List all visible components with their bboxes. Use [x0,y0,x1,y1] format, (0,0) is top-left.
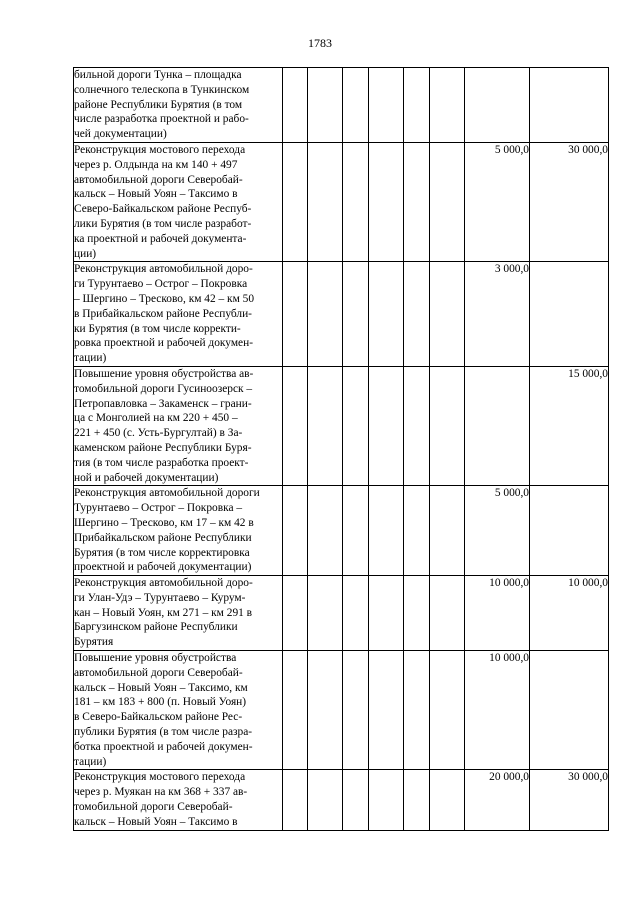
amount-cell: 20 000,0 [465,770,530,830]
description-line: автомобильной дороги Северобай- [74,173,243,186]
amount-cell [369,770,404,830]
description-line: кальск – Новый Уоян – Таксимо в [74,815,238,828]
project-description-cell [74,651,283,770]
budget-table [73,67,609,831]
amount-cell [283,68,308,143]
table-row [74,576,609,651]
amount-cell [343,142,369,261]
amount-cell [530,68,609,143]
amount-cell [343,770,369,830]
amount-cell [404,651,430,770]
amount-cell [283,486,308,576]
amount-cell [308,486,343,576]
amount-cell [369,366,404,485]
amount-cell [404,262,430,367]
table-row [74,770,609,830]
description-line: Реконструкция автомобильной дороги [74,487,260,500]
description-line: Турунтаево – Острог – Покровка – [74,502,243,515]
description-line: Баргузинском районе Республики [74,621,238,634]
project-description-cell [74,576,283,651]
description-line: тия (в том числе разработка проект- [74,456,249,469]
description-line: 181 – км 183 + 800 (п. Новый Уоян) [74,696,247,709]
description-line: кальск – Новый Уоян – Таксимо в [74,188,238,201]
description-line: тации) [74,352,107,365]
table-row [74,651,609,770]
description-line: через р. Муякан на км 368 + 337 ав- [74,786,248,799]
amount-cell [308,651,343,770]
amount-cell [369,486,404,576]
amount-cell [369,262,404,367]
amount-cell [530,486,609,576]
amount-cell [465,366,530,485]
description-line: ца с Монголией на км 220 + 450 – [74,412,238,425]
description-line: ка проектной и рабочей документа- [74,232,247,245]
amount-cell [530,651,609,770]
description-line: томобильной дороги Северобай- [74,801,233,814]
description-line: Шергино – Тресково, км 17 – км 42 в [74,516,254,529]
amount-cell [369,576,404,651]
description-line: проектной и рабочей документации) [74,561,252,574]
amount-cell [404,366,430,485]
description-line: – Шергино – Тресково, км 42 – км 50 [74,292,255,305]
description-line: числе разработка проектной и рабо- [74,113,249,126]
description-line: Повышение уровня обустройства [74,652,237,665]
description-line: через р. Олдында на км 140 + 497 [74,158,238,171]
amount-cell [404,576,430,651]
description-line: ги Турунтаево – Острог – Покровка [74,278,248,291]
amount-cell [343,262,369,367]
description-line: ки Бурятия (в том числе корректи- [74,322,241,335]
description-line: Прибайкальском районе Республики [74,531,252,544]
amount-cell: 10 000,0 [530,576,609,651]
amount-cell [343,576,369,651]
description-line: бильной дороги Тунка – площадка [74,69,242,81]
amount-cell [369,142,404,261]
description-line: Реконструкция автомобильной доро- [74,577,253,590]
amount-cell: 3 000,0 [465,262,530,367]
amount-cell [308,262,343,367]
description-line: ги Улан-Удэ – Турунтаево – Курум- [74,591,246,604]
description-line: томобильной дороги Гусиноозерск – [74,382,253,395]
description-line: Реконструкция мостового перехода [74,143,246,156]
project-description-cell [74,142,283,261]
amount-cell [465,68,530,143]
table-body [74,68,609,831]
description-line: Реконструкция мостового перехода [74,771,246,784]
amount-cell [308,770,343,830]
amount-cell [430,262,465,367]
description-line: ции) [74,247,97,260]
description-line: в Северо-Байкальском районе Рес- [74,711,243,724]
description-line: Повышение уровня обустройства ав- [74,367,254,380]
project-description-cell [74,486,283,576]
amount-cell [369,651,404,770]
amount-cell [430,142,465,261]
amount-cell: 30 000,0 [530,142,609,261]
amount-cell: 15 000,0 [530,366,609,485]
amount-cell [369,68,404,143]
amount-cell [430,651,465,770]
description-line: 221 + 450 (с. Усть-Бургултай) в За- [74,427,243,440]
amount-cell [430,770,465,830]
amount-cell [430,68,465,143]
amount-cell: 30 000,0 [530,770,609,830]
amount-cell [308,142,343,261]
amount-cell [283,770,308,830]
description-line: ботка проектной и рабочей докумен- [74,740,253,753]
amount-cell [283,142,308,261]
description-line: публики Бурятия (в том числе разра- [74,726,253,739]
amount-cell [308,366,343,485]
description-line: чей документации) [74,128,167,141]
description-line: в Прибайкальском районе Республи- [74,307,252,320]
amount-cell [283,262,308,367]
amount-cell [404,142,430,261]
description-line: ровка проектной и рабочей докумен- [74,337,253,350]
amount-cell: 5 000,0 [465,142,530,261]
description-line: Бурятия [74,636,114,649]
amount-cell [430,576,465,651]
amount-cell [404,68,430,143]
project-description-cell [74,366,283,485]
description-line: районе Республики Бурятия (в том [74,98,243,111]
amount-cell [530,262,609,367]
description-line: тации) [74,755,107,768]
amount-cell: 10 000,0 [465,576,530,651]
description-line: каменском районе Республики Буря- [74,441,252,454]
amount-cell [308,68,343,143]
amount-cell [308,576,343,651]
table-row [74,486,609,576]
amount-cell [283,651,308,770]
description-line: Петропавловка – Закаменск – грани- [74,397,252,410]
page-number: 1783 [308,36,332,50]
description-line: ной и рабочей документации) [74,471,219,484]
table-row [74,366,609,485]
amount-cell [283,576,308,651]
amount-cell [343,68,369,143]
table-row [74,142,609,261]
description-line: автомобильной дороги Северобай- [74,666,243,679]
amount-cell [343,486,369,576]
description-line: Реконструкция автомобильной доро- [74,263,253,276]
amount-cell [404,486,430,576]
description-line: Северо-Байкальском районе Респуб- [74,203,252,216]
amount-cell [404,770,430,830]
amount-cell [430,486,465,576]
description-line: солнечного телескопа в Тункинском [74,83,250,96]
amount-cell [430,366,465,485]
description-line: кан – Новый Уоян, км 271 – км 291 в [74,606,253,619]
amount-cell: 10 000,0 [465,651,530,770]
table-row [74,262,609,367]
amount-cell [283,366,308,485]
description-line: лики Бурятия (в том числе разработ- [74,217,252,230]
amount-cell [343,651,369,770]
amount-cell: 5 000,0 [465,486,530,576]
project-description-cell [74,770,283,830]
description-line: кальск – Новый Уоян – Таксимо, км [74,681,248,694]
project-description-cell [74,68,283,143]
project-description-cell [74,262,283,367]
amount-cell [343,366,369,485]
table-row [74,68,609,143]
description-line: Бурятия (в том числе корректировка [74,546,250,559]
